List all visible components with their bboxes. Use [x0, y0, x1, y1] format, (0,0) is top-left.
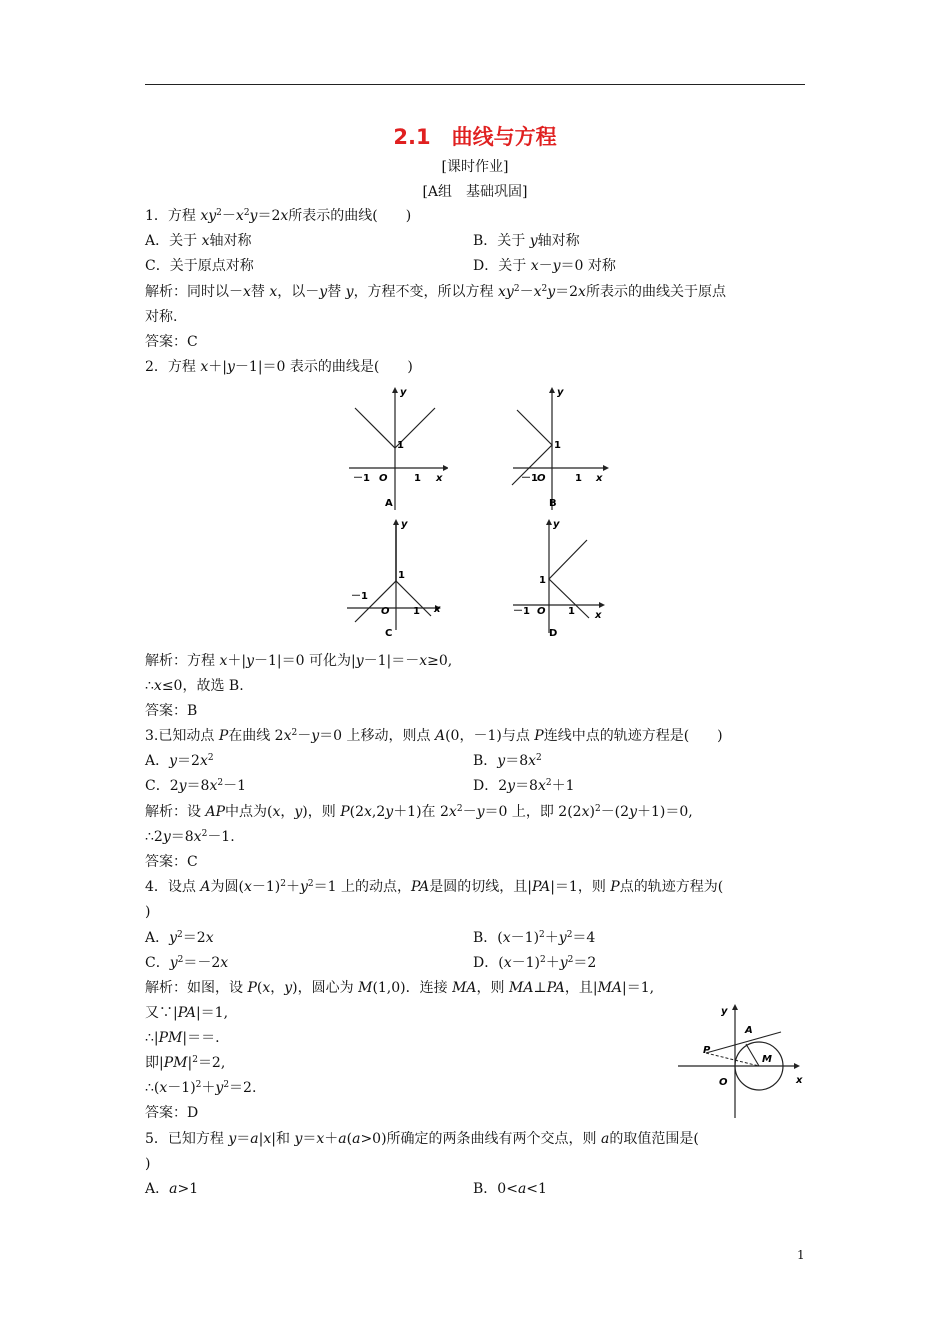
- q1-analysis-cont: 对称.: [145, 309, 178, 325]
- q2-answer: 答案：B: [145, 703, 198, 719]
- graph-d-x-label: x: [595, 610, 602, 621]
- q1-option-c: C．关于原点对称: [145, 258, 254, 274]
- q4-option-b: B．$(x-1)^2+y^2=4$: [473, 930, 596, 946]
- graph-b-tick-neg1: －1: [521, 473, 538, 484]
- q3-answer: 答案：C: [145, 854, 198, 870]
- graph-c-origin: O: [381, 606, 390, 617]
- q4-option-c: C．$y^2=-2x$: [145, 955, 229, 971]
- q4-answer: 答案：D: [145, 1105, 199, 1121]
- graph-b-y-label: y: [557, 387, 564, 398]
- graph-b-caption: B: [549, 498, 557, 509]
- graph-d-caption: D: [549, 628, 558, 639]
- graph-d-origin: O: [537, 606, 546, 617]
- q1-stem: 1．方程 $xy^2-x^2y=2x$所表示的曲线( ): [145, 208, 412, 224]
- graph-b-tick-1: 1: [554, 440, 561, 451]
- q3-analysis: 解析：设 AP中点为(x，y)，则 P(2x,2y＋1)在 $2x^2-y=0$ 上，即 $2(2x)^2-(2y+1)=0$,: [145, 804, 693, 820]
- subtitle-group: [A组 基础巩固]: [422, 184, 528, 200]
- q4-analysis-line3: ∴|PM|＝＝.: [145, 1030, 220, 1046]
- q2-analysis-cont: ∴x≤0，故选 B.: [145, 678, 244, 694]
- graph-c-tick-1: 1: [398, 570, 405, 581]
- q2-graph-b: [507, 385, 612, 519]
- q1-option-b: B．关于 y轴对称: [473, 233, 580, 249]
- q5-option-b: B．0<a<1: [473, 1181, 547, 1197]
- graph-c-tick-neg1: －1: [351, 591, 368, 602]
- q4-fig-point-m: M: [762, 1054, 772, 1065]
- q4-option-d: D．$(x-1)^2+y^2=2$: [473, 955, 597, 971]
- graph-a-y-label: y: [400, 387, 407, 398]
- q5-stem-cont: ): [145, 1156, 151, 1172]
- graph-a-tick-1: 1: [397, 440, 404, 451]
- q4-fig-point-a: A: [745, 1025, 753, 1036]
- q4-analysis: 解析：如图，设 P(x，y)，圆心为 M(1,0)．连接 MA，则 MA⊥PA，且|MA|＝1,: [145, 980, 655, 996]
- graph-a-origin: O: [379, 473, 388, 484]
- q2-graph-a: [343, 385, 448, 519]
- graph-c-tick-x1: 1: [413, 606, 420, 617]
- graph-c-caption: C: [385, 628, 393, 639]
- q3-stem: 3.已知动点 P在曲线 $2x^2-y=0$ 上移动，则点 A(0，－1)与点 P连线中点的轨迹方程是( ): [145, 728, 723, 744]
- q5-option-a: A．a>1: [145, 1181, 199, 1197]
- graph-b-origin: O: [537, 473, 546, 484]
- graph-b-tick-x1: 1: [575, 473, 582, 484]
- q4-analysis-line2: 又∵|PA|＝1,: [145, 1005, 229, 1021]
- q4-stem: 4．设点 A为圆$(x-1)^2+y^2=1$ 上的动点，PA是圆的切线，且|PA|＝1，则 P点的轨迹方程为(: [145, 879, 724, 895]
- q4-option-a: A．$y^2=2x$: [145, 930, 214, 946]
- q2-stem: 2．方程 x＋|y－1|＝0 表示的曲线是( ): [145, 359, 413, 375]
- q3-option-d: D．$2y=8x^2+1$: [473, 778, 575, 794]
- q4-figure: [676, 1000, 811, 1124]
- q1-option-d: D．关于 x－y＝0 对称: [473, 258, 616, 274]
- q2-analysis: 解析：方程 x＋|y－1|＝0 可化为|y－1|＝－x≥0,: [145, 653, 453, 669]
- q1-analysis: 解析：同时以－x替 x，以－y替 y，方程不变，所以方程 $xy^2-x^2y=2x$所表示的曲线关于原点: [145, 284, 726, 300]
- graph-a-caption: A: [385, 498, 393, 509]
- subtitle-homework: [课时作业]: [441, 159, 509, 175]
- q3-option-a: A．$y=2x^2$: [145, 753, 214, 769]
- q3-analysis-cont: $\therefore 2y=8x^2-1$.: [145, 829, 235, 845]
- q1-answer: 答案：C: [145, 334, 198, 350]
- graph-b-x-label: x: [596, 473, 603, 484]
- q4-stem-cont: ): [145, 904, 151, 920]
- q2-graph-d: [507, 515, 612, 649]
- graph-d-tick-1: 1: [539, 575, 546, 586]
- q4-analysis-line5: $\therefore(x-1)^2+y^2=2$.: [145, 1080, 257, 1096]
- page-title: 2.1 曲线与方程: [393, 125, 557, 149]
- q4-analysis-line4: 即$|PM|^2=2$,: [145, 1055, 226, 1071]
- q1-option-a: A．关于 x轴对称: [145, 233, 252, 249]
- graph-d-tick-neg1: －1: [513, 606, 530, 617]
- graph-d-y-label: y: [553, 519, 560, 530]
- q5-stem: 5．已知方程 y＝a|x|和 y＝x＋a(a>0)所确定的两条曲线有两个交点，则 a的取值范围是(: [145, 1131, 699, 1147]
- q4-fig-point-p: P: [703, 1045, 711, 1056]
- graph-a-tick-x1: 1: [414, 473, 421, 484]
- q4-fig-x-label: x: [796, 1075, 803, 1086]
- q3-option-b: B．$y=8x^2$: [473, 753, 542, 769]
- q4-fig-origin: O: [719, 1077, 728, 1088]
- graph-d-tick-x1: 1: [568, 606, 575, 617]
- q4-fig-y-label: y: [721, 1006, 728, 1017]
- header-rule: [145, 84, 805, 85]
- graph-c-y-label: y: [401, 519, 408, 530]
- q2-graph-c: [343, 515, 448, 649]
- graph-c-x-label: x: [434, 604, 441, 615]
- graph-a-tick-neg1: －1: [353, 473, 370, 484]
- q3-option-c: C．$2y=8x^2-1$: [145, 778, 247, 794]
- graph-a-x-label: x: [436, 473, 443, 484]
- page-number: 1: [797, 1248, 805, 1262]
